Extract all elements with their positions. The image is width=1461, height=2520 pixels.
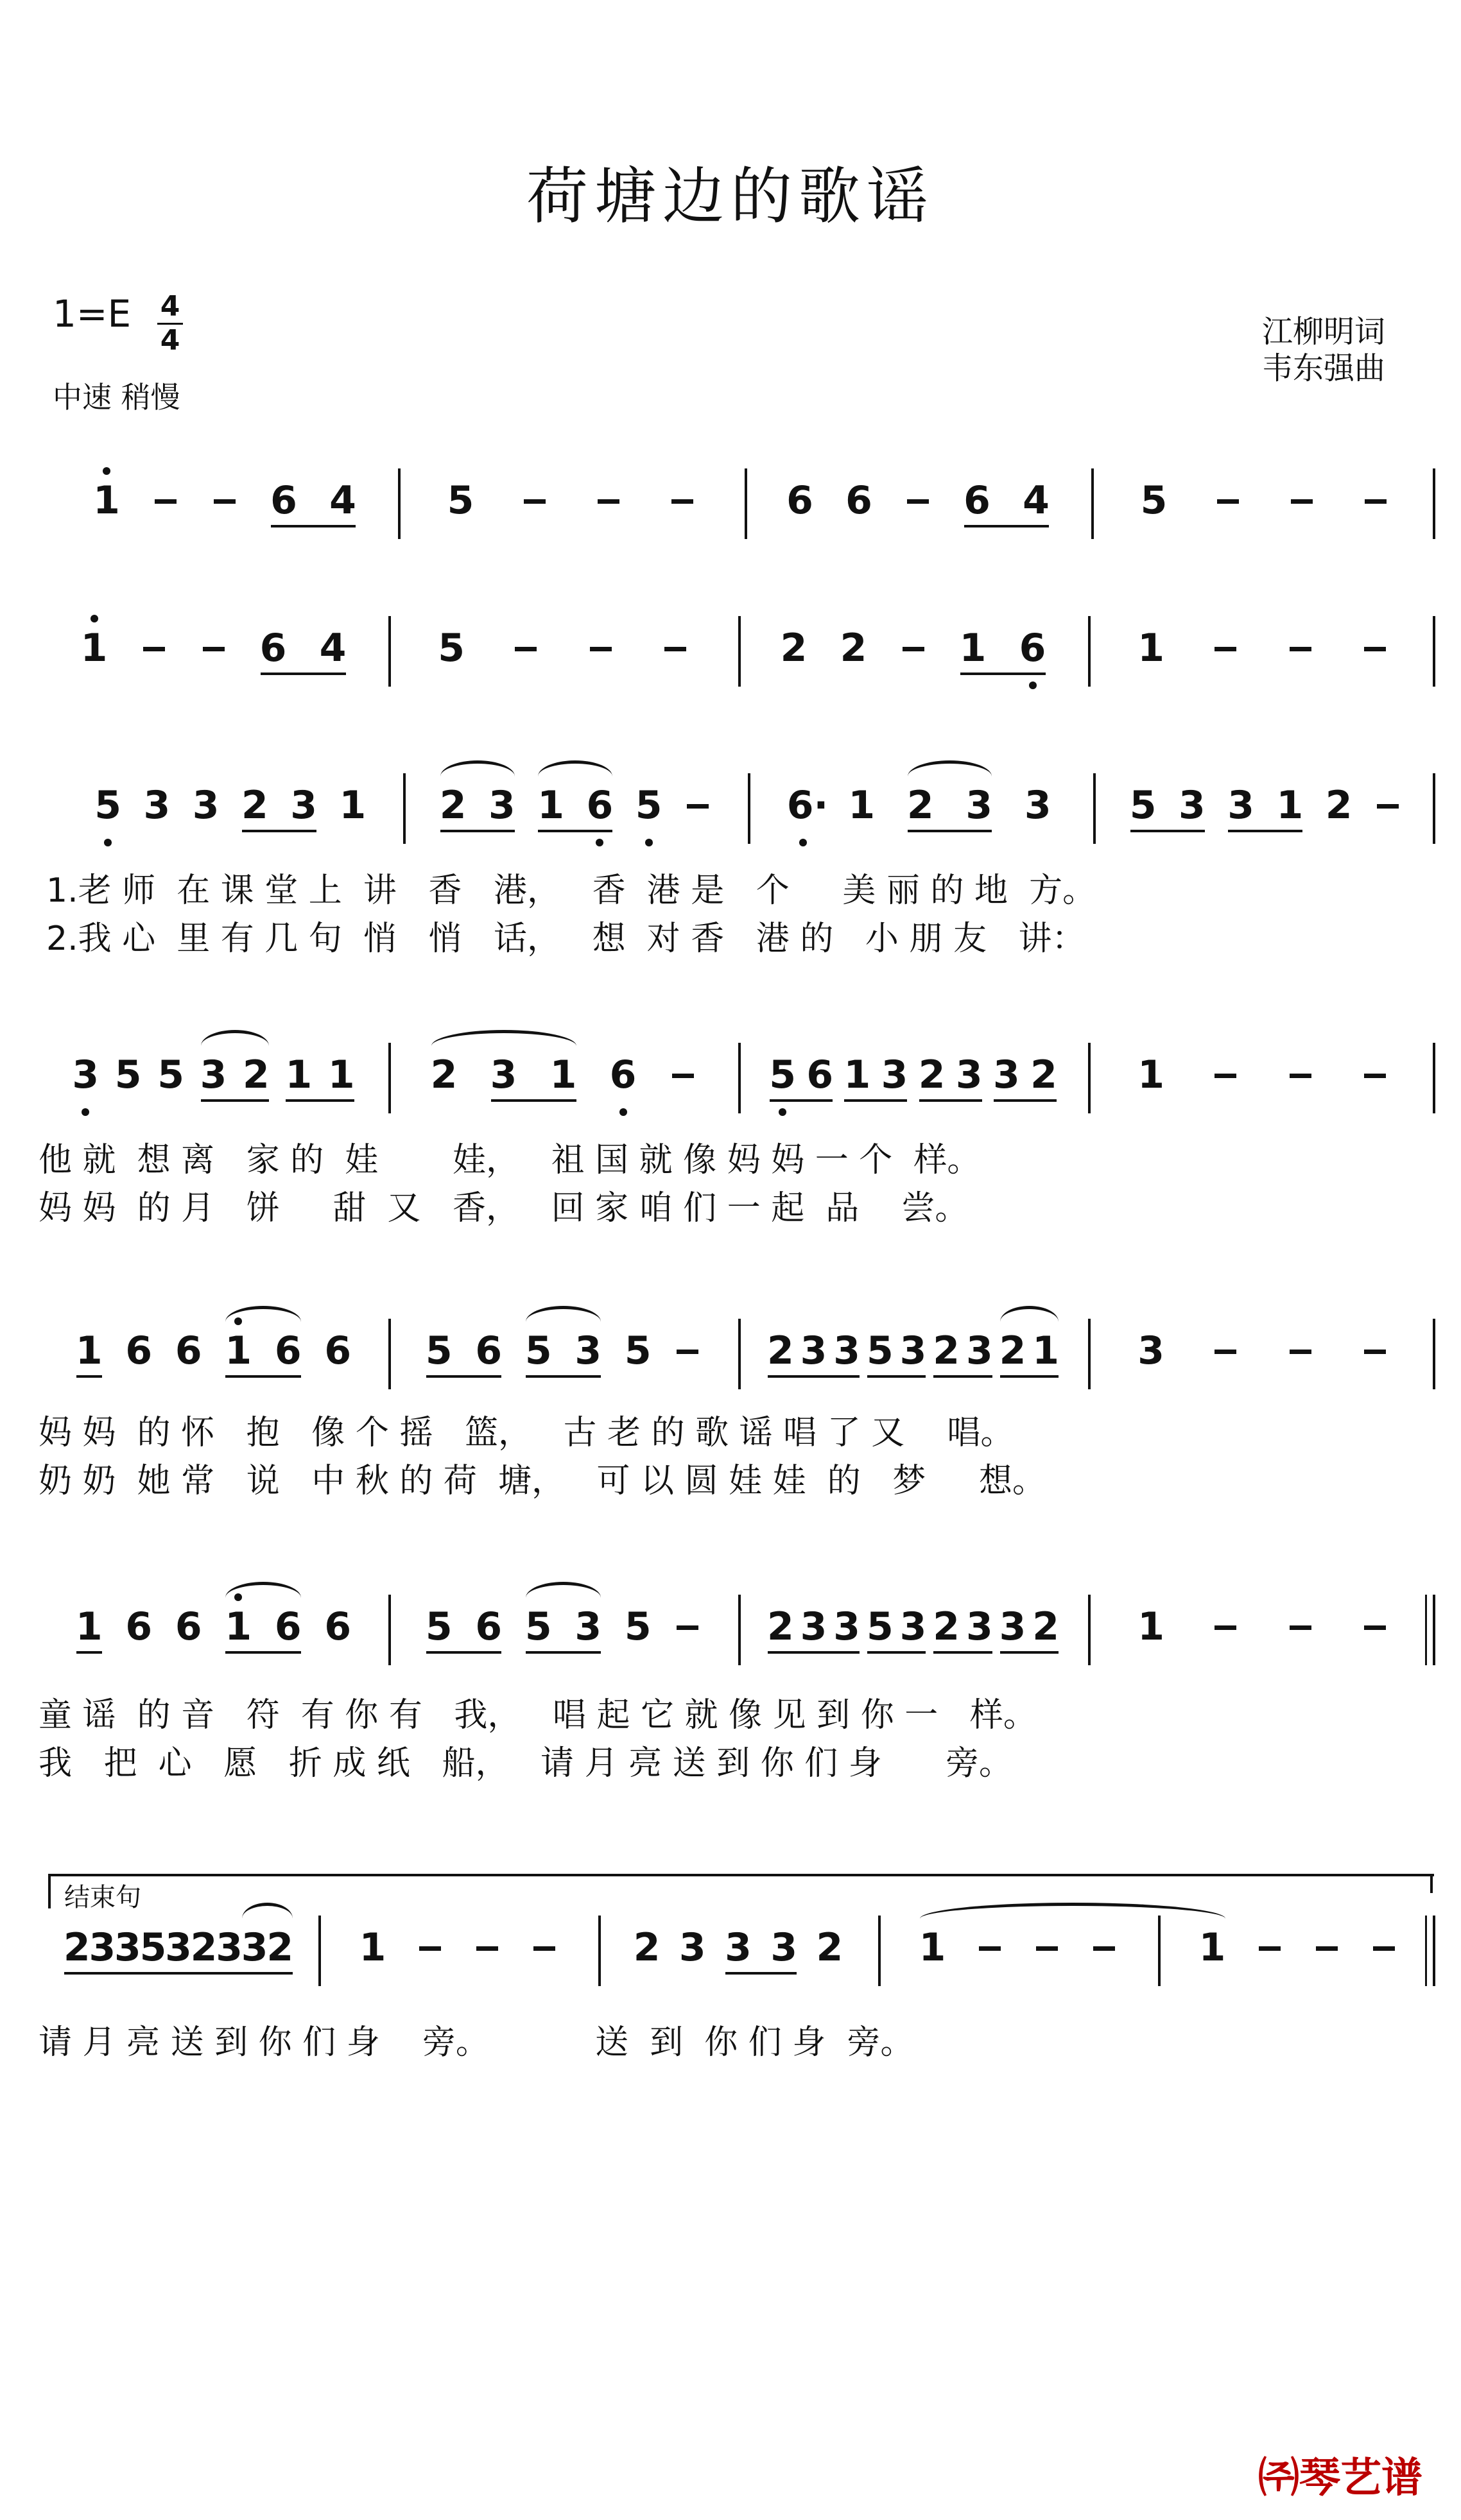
lyrics-line4-verse2: 我 把 心 愿 折 成 纸 船， 请 月 亮 送 到 你 们 身 旁。 (39, 1744, 1012, 1783)
note-dash (419, 1946, 441, 1951)
beam-underline (201, 1099, 269, 1102)
slur (225, 1582, 301, 1598)
note: 3 (114, 1925, 141, 1970)
note: 2 (190, 1925, 218, 1970)
time-signature-top: 4 (160, 290, 180, 323)
note: 1 (327, 1052, 355, 1097)
note-dash (1215, 647, 1236, 651)
beam-underline (770, 1099, 833, 1102)
note: 3 (1179, 783, 1206, 828)
octave-dot (619, 1108, 627, 1116)
beam-underline (908, 830, 992, 832)
beam-underline (242, 830, 316, 832)
note: 4 (1023, 478, 1050, 523)
octave-dot (104, 839, 112, 846)
note: 1 (75, 1604, 103, 1649)
note-dash (1364, 1350, 1386, 1354)
beam-underline (440, 830, 515, 832)
time-signature (157, 292, 183, 356)
note: 3 (992, 1052, 1020, 1097)
bar-line (1093, 773, 1096, 844)
note: 5 (1140, 478, 1168, 523)
note: 3 (290, 783, 317, 828)
bar-line (388, 1043, 391, 1113)
bar-line (738, 616, 741, 687)
note: 6 (274, 1328, 302, 1373)
note: 3 (72, 1052, 99, 1097)
note-dash (1364, 647, 1386, 651)
slur (431, 1030, 576, 1046)
note: 6 (175, 1328, 202, 1373)
note-dash (1364, 1625, 1386, 1630)
bar-line (748, 773, 750, 844)
coda-lyrics: 请 月 亮 送 到 你 们 身 旁。 送 到 你 们 身 旁。 (39, 2023, 914, 2062)
note: 5 (624, 1604, 652, 1649)
beam-underline (225, 1375, 301, 1378)
octave-dot (1029, 681, 1037, 689)
octave-dot (779, 1108, 786, 1116)
note: 4 (329, 478, 356, 523)
slur (1000, 1306, 1059, 1322)
note: 3 (143, 783, 171, 828)
note-dash (1217, 499, 1239, 504)
note: 3 (200, 1052, 227, 1097)
note: 3 (965, 783, 993, 828)
note-dash (1373, 1946, 1395, 1951)
beam-underline (76, 1651, 102, 1654)
beam-underline (271, 525, 356, 527)
note-dash (1290, 1350, 1311, 1354)
bar-line (1433, 616, 1435, 687)
bar-line (1088, 616, 1091, 687)
note: 1 (80, 626, 108, 671)
note: 3 (1024, 783, 1051, 828)
note-dash (677, 1350, 698, 1354)
beam-underline (225, 1651, 301, 1654)
beam-underline (867, 1651, 926, 1654)
bar-line (598, 1916, 601, 1986)
coda-label: 结束句 (64, 1883, 141, 1912)
note: 3 (490, 1052, 517, 1097)
note: 2 (430, 1052, 458, 1097)
note-dash (677, 1625, 698, 1630)
beam-underline (994, 1099, 1057, 1102)
bar-line (738, 1595, 741, 1665)
note: 2 (1030, 1052, 1057, 1097)
note: 2 (439, 783, 467, 828)
note: 6 (1019, 626, 1046, 671)
bar-line (1433, 468, 1435, 539)
note-dash (1377, 804, 1399, 809)
slur (225, 1306, 301, 1322)
note: 2 (241, 783, 268, 828)
note: 6 (609, 1052, 637, 1097)
bar-line (878, 1916, 881, 1986)
note: 6 (175, 1604, 202, 1649)
beam-underline (919, 1099, 982, 1102)
beam-underline (242, 1972, 293, 1975)
bar-line (1433, 773, 1435, 844)
key-signature: 1=E (53, 292, 132, 336)
note: 1 (339, 783, 367, 828)
note: 5 (139, 1925, 167, 1970)
note: 3 (679, 1925, 706, 1970)
lyrics-line3-verse2: 奶 奶 她 常 说 中 秋 的 荷 塘， 可 以 圆 娃 娃 的 梦 想。 (39, 1462, 1046, 1500)
bar-line (745, 468, 747, 539)
note: 6 (586, 783, 614, 828)
bar-line (1088, 1319, 1091, 1389)
note: 6· (786, 783, 829, 828)
octave-dot (103, 467, 110, 475)
note-dash (155, 499, 177, 504)
note: 5 (157, 1052, 184, 1097)
note: 1 (225, 1328, 252, 1373)
song-title: 荷塘边的歌谣 (526, 160, 935, 232)
bar-line (1088, 1043, 1091, 1113)
beam-underline (76, 1375, 102, 1378)
note: 2 (766, 1328, 794, 1373)
logo-icon: ㈜ (1258, 2455, 1299, 2502)
note: 2 (633, 1925, 661, 1970)
note: 3 (899, 1328, 927, 1373)
composer-credit: 韦东强曲 (1261, 350, 1385, 386)
note-dash (203, 647, 225, 651)
note: 5 (447, 478, 474, 523)
note: 6 (845, 478, 872, 523)
note-dash (1093, 1946, 1115, 1951)
beam-underline (426, 1375, 502, 1378)
note: 3 (1227, 783, 1254, 828)
slur (526, 1306, 601, 1322)
note: 6 (270, 478, 297, 523)
bar-line (403, 773, 406, 844)
note: 5 (624, 1328, 652, 1373)
beam-underline (526, 1651, 601, 1654)
note: 6 (475, 1604, 503, 1649)
note-dash (476, 1946, 498, 1951)
slur (526, 1582, 601, 1598)
beam-underline (1228, 830, 1302, 832)
note: 2 (933, 1604, 960, 1649)
note: 5 (769, 1052, 796, 1097)
octave-dot (645, 839, 653, 846)
note-dash (598, 499, 619, 504)
beam-underline (286, 1099, 354, 1102)
note: 2 (766, 1604, 794, 1649)
note-dash (1215, 1074, 1236, 1078)
note: 1 (1137, 1052, 1164, 1097)
note: 1 (75, 1328, 103, 1373)
note-dash (1215, 1350, 1236, 1354)
note: 2 (780, 626, 808, 671)
note: 2 (243, 1052, 270, 1097)
note-dash (1290, 647, 1311, 651)
note: 2 (906, 783, 934, 828)
coda-bracket (48, 1874, 1434, 1908)
note-dash (907, 499, 929, 504)
note: 2 (933, 1328, 960, 1373)
lyrics-line2-verse2: 妈 妈 的 月 饼 甜 又 香， 回 家 咱 们 一 起 品 尝。 (39, 1189, 969, 1228)
note: 2 (1032, 1604, 1060, 1649)
bar-line (388, 1595, 391, 1665)
lyricist-credit: 江柳明词 (1261, 314, 1385, 350)
note: 2 (1325, 783, 1353, 828)
bar-line (1433, 1916, 1435, 1986)
note: 6 (324, 1604, 352, 1649)
note-dash (515, 647, 537, 651)
note: 2 (266, 1925, 294, 1970)
note-dash (687, 804, 709, 809)
bar-line (1088, 1595, 1091, 1665)
note: 6 (274, 1604, 302, 1649)
note: 3 (488, 783, 515, 828)
note: 3 (89, 1925, 116, 1970)
note: 6 (125, 1328, 153, 1373)
note: 6 (259, 626, 287, 671)
note-dash (214, 499, 236, 504)
beam-underline (960, 673, 1046, 675)
note: 1 (843, 1052, 871, 1097)
note-dash (143, 647, 165, 651)
note: 2 (840, 626, 867, 671)
note: 2 (63, 1925, 91, 1970)
beam-underline (768, 1651, 860, 1654)
note: 1 (919, 1925, 946, 1970)
bar-line (1158, 1916, 1161, 1986)
note: 5 (635, 783, 662, 828)
lyrics-line2-verse1: 他 就 想 离 家 的 娃 娃， 祖 国 就 像 妈 妈 一 个 样。 (39, 1141, 981, 1179)
note: 1 (1276, 783, 1304, 828)
beam-underline (867, 1375, 926, 1378)
beam-underline (538, 830, 612, 832)
bar-line (388, 616, 391, 687)
note: 1 (225, 1604, 252, 1649)
octave-dot (799, 839, 807, 846)
tempo-marking: 中速 稍慢 (53, 380, 180, 415)
note: 3 (800, 1604, 827, 1649)
beam-underline (1000, 1651, 1059, 1654)
note-dash (1259, 1946, 1281, 1951)
bar-line (1433, 1595, 1435, 1665)
note: 3 (575, 1604, 602, 1649)
note: 3 (192, 783, 220, 828)
octave-dot (91, 615, 98, 622)
note: 6 (786, 478, 813, 523)
beam-underline (844, 1099, 907, 1102)
note: 1 (959, 626, 987, 671)
beam-underline (64, 1972, 141, 1975)
bar-line (1091, 468, 1094, 539)
note: 2 (816, 1925, 843, 1970)
note: 5 (866, 1604, 894, 1649)
note: 3 (165, 1925, 192, 1970)
slur (440, 760, 515, 776)
note-dash (979, 1946, 1001, 1951)
beam-underline (1130, 830, 1205, 832)
note: 3 (725, 1925, 752, 1970)
note: 6 (475, 1328, 503, 1373)
beam-underline (933, 1375, 992, 1378)
note: 3 (965, 1604, 993, 1649)
note: 1 (537, 783, 564, 828)
note: 5 (425, 1604, 453, 1649)
note: 1 (848, 783, 876, 828)
beam-underline (140, 1972, 191, 1975)
note: 5 (438, 626, 465, 671)
note: 6 (806, 1052, 834, 1097)
note: 3 (216, 1925, 243, 1970)
note: 3 (241, 1925, 268, 1970)
note: 5 (1129, 783, 1157, 828)
note: 1 (1198, 1925, 1226, 1970)
note-dash (903, 647, 924, 651)
note-dash (671, 499, 693, 504)
note: 3 (999, 1604, 1026, 1649)
slur (201, 1030, 269, 1046)
bar-line (1433, 1043, 1435, 1113)
note: 4 (319, 626, 347, 671)
note: 1 (1137, 626, 1164, 671)
time-signature-bottom: 4 (160, 324, 180, 357)
note: 5 (866, 1328, 894, 1373)
note-dash (1316, 1946, 1338, 1951)
note: 1 (1032, 1328, 1060, 1373)
note: 5 (425, 1328, 453, 1373)
note: 3 (575, 1328, 602, 1373)
note: 5 (524, 1604, 552, 1649)
note-dash (1036, 1946, 1058, 1951)
lyrics-line4-verse1: 童 谣 的 音 符 有 你 有 我， 唱 起 它 就 像 见 到 你 一 样。 (39, 1696, 1037, 1735)
slur (908, 760, 992, 776)
beam-underline (964, 525, 1049, 527)
bar-line (1433, 1319, 1435, 1389)
note: 1 (285, 1052, 313, 1097)
note-dash (1291, 499, 1313, 504)
lyrics-line1-verse2: 2.我 心 里 有 几 句 悄 悄 话， 想 对 香 港 的 小 朋 友 讲： (46, 920, 1085, 958)
bar-line (318, 1916, 321, 1986)
beam-underline (1000, 1375, 1059, 1378)
octave-dot (82, 1108, 89, 1116)
lyrics-line3-verse1: 妈 妈 的 怀 抱 像 个 摇 篮， 古 老 的 歌 谣 唱 了 又 唱。 (39, 1414, 1014, 1452)
note: 3 (899, 1604, 927, 1649)
note-dash (672, 1074, 694, 1078)
bar-line (388, 1319, 391, 1389)
beam-underline (191, 1972, 243, 1975)
note-dash (590, 647, 612, 651)
beam-underline (933, 1651, 992, 1654)
note: 3 (770, 1925, 798, 1970)
note-dash (1215, 1625, 1236, 1630)
note: 3 (965, 1328, 993, 1373)
note: 3 (833, 1604, 861, 1649)
note-dash (1290, 1074, 1311, 1078)
note-dash (1364, 1074, 1386, 1078)
beam-underline (526, 1375, 601, 1378)
note: 1 (549, 1052, 577, 1097)
note-dash (1365, 499, 1387, 504)
beam-underline (491, 1099, 576, 1102)
beam-underline (261, 673, 346, 675)
note: 1 (93, 478, 120, 523)
note: 3 (881, 1052, 908, 1097)
bar-line (738, 1319, 741, 1389)
note: 3 (800, 1328, 827, 1373)
note: 1 (359, 1925, 386, 1970)
note: 3 (833, 1328, 861, 1373)
note: 3 (1137, 1328, 1164, 1373)
note-dash (664, 647, 686, 651)
octave-dot (596, 839, 603, 846)
note: 6 (324, 1328, 352, 1373)
note-dash (524, 499, 546, 504)
bar-line (398, 468, 401, 539)
beam-underline (768, 1375, 860, 1378)
note: 5 (94, 783, 121, 828)
note: 2 (999, 1328, 1026, 1373)
note: 6 (125, 1604, 153, 1649)
lyrics-line1-verse1: 1.老 师 在 课 堂 上 讲 香 港， 香 港 是 个 美 丽 的 地 方。 (46, 871, 1096, 910)
note: 5 (524, 1328, 552, 1373)
note-dash (533, 1946, 555, 1951)
beam-underline (725, 1972, 797, 1975)
watermark-logo: ㈜琴艺谱 (1258, 2455, 1422, 2502)
bar-line (738, 1043, 741, 1113)
note: 3 (955, 1052, 983, 1097)
note: 6 (964, 478, 990, 523)
note: 1 (1137, 1604, 1164, 1649)
slur (538, 760, 612, 776)
note-dash (1290, 1625, 1311, 1630)
beam-underline (426, 1651, 502, 1654)
note: 5 (114, 1052, 142, 1097)
note: 2 (918, 1052, 946, 1097)
